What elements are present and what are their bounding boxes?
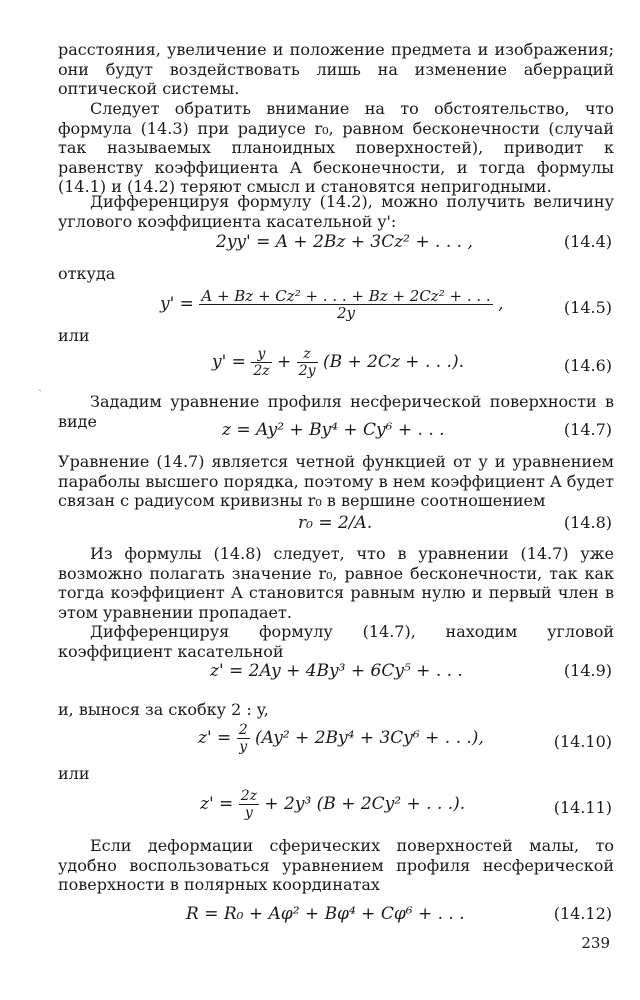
equation-14-12: R = R₀ + Aφ² + Bφ⁴ + Cφ⁶ + . . . <box>186 904 465 924</box>
equation-14-7: z = Ay² + By⁴ + Cy⁶ + . . . <box>222 420 445 440</box>
equation-number-14-9: (14.9) <box>563 661 612 680</box>
eq-14-6-tail: (B + 2Cz + . . .). <box>322 352 465 372</box>
eq-14-11-num: 2z <box>240 788 257 804</box>
paragraph-8: и, вынося за скобку 2 : y, <box>58 700 269 719</box>
word-ili-2: или <box>58 764 90 783</box>
eq-14-5-denominator: 2y <box>336 304 356 322</box>
eq-14-11-fraction <box>239 788 259 821</box>
word-otkuda: откуда <box>58 264 116 283</box>
eq-14-10-num: 2 <box>238 722 248 738</box>
eq-14-6-lhs: y' = <box>212 352 246 372</box>
equation-number-14-11: (14.11) <box>553 798 612 817</box>
equation-14-11 <box>200 788 465 821</box>
eq-14-10-fraction <box>237 722 250 755</box>
equation-14-4: 2yy' = A + 2Bz + 3Cz² + . . . , <box>216 232 473 252</box>
eq-14-6-f1-num: y <box>251 346 271 363</box>
eq-14-10-lhs: z' = <box>198 728 232 748</box>
eq-14-5-numerator: A + Bz + Cz² + . . . + Bz + 2Cz² + . . . <box>201 287 491 305</box>
equation-number-14-10: (14.10) <box>553 732 612 751</box>
paragraph-9: Если деформации сферических поверхностей малы, то удобно воспользоваться уравнением профиля несферической поверхности в полярных координатах <box>58 836 614 894</box>
paragraph-3: Дифференцируя формулу (14.2), можно получить величину углового коэффициента касательной y': <box>58 192 614 231</box>
word-ili-1: или <box>58 326 90 345</box>
eq-14-6-fraction-2 <box>297 346 318 379</box>
paragraph-2: Следует обратить внимание на то обстоятельство, что формула (14.3) при радиусе r₀, равном бесконечности (случай так называемых планоидных поверхностей), приводит к равенству коэффициента A бесконечности, и тогда формулы (14.1) и (14.2) теряют смысл и становятся непригодными. <box>58 99 614 196</box>
eq-14-11-den: y <box>244 805 253 821</box>
equation-number-14-7: (14.7) <box>563 420 612 439</box>
equation-number-14-6: (14.6) <box>563 356 612 375</box>
equation-14-8: r₀ = 2/A. <box>298 513 373 533</box>
eq-14-6-f1-den: 2z <box>253 363 270 379</box>
eq-14-5-fraction <box>199 288 492 321</box>
equation-number-14-12: (14.12) <box>553 904 612 923</box>
paragraph-6: Из формулы (14.8) следует, что в уравнении (14.7) уже возможно полагать значение r₀, равное бесконечности, так как тогда коэффициент A становится равным нулю и первый член в этом уравнении пропадает. <box>58 544 614 622</box>
eq-14-6-f2-num: z <box>297 346 318 363</box>
equation-14-9: z' = 2Ay + 4By³ + 6Cy⁵ + . . . <box>210 661 463 681</box>
equation-number-14-5: (14.5) <box>563 298 612 317</box>
eq-14-11-lhs: z' = <box>200 794 234 814</box>
eq-14-6-fraction-1 <box>251 346 271 379</box>
eq-14-11-tail: + 2y³ (B + 2Cy² + . . .). <box>264 794 466 814</box>
margin-mark: ˏ <box>38 378 42 392</box>
equation-number-14-4: (14.4) <box>563 232 612 251</box>
page-number: 239 <box>581 934 610 952</box>
eq-14-6-plus: + <box>277 352 292 372</box>
eq-14-10-den: y <box>239 739 248 755</box>
paragraph-1: расстояния, увеличение и положение предмета и изображения; они будут воздействовать лишь на изменение аберраций оптической системы. <box>58 40 614 98</box>
equation-14-10 <box>198 722 484 755</box>
equation-number-14-8: (14.8) <box>563 513 612 532</box>
eq-14-10-tail: (Ay² + 2By⁴ + 3Cy⁶ + . . .), <box>255 728 484 748</box>
paragraph-7: Дифференцируя формулу (14.7), находим угловой коэффициент касательной <box>58 622 614 661</box>
eq-14-5-lhs: y' = <box>160 294 194 314</box>
eq-14-5-tail: , <box>498 294 504 314</box>
eq-14-6-f2-den: 2y <box>298 363 316 379</box>
paragraph-4: Зададим уравнение профиля несферической поверхности в виде <box>58 392 614 431</box>
equation-14-5 <box>160 288 503 321</box>
equation-14-6 <box>212 346 464 379</box>
paragraph-5: Уравнение (14.7) является четной функцией от y и уравнением параболы высшего порядка, поэтому в нем коэффициент A будет связан с радиусом кривизны r₀ в вершине соотношением <box>58 452 614 510</box>
